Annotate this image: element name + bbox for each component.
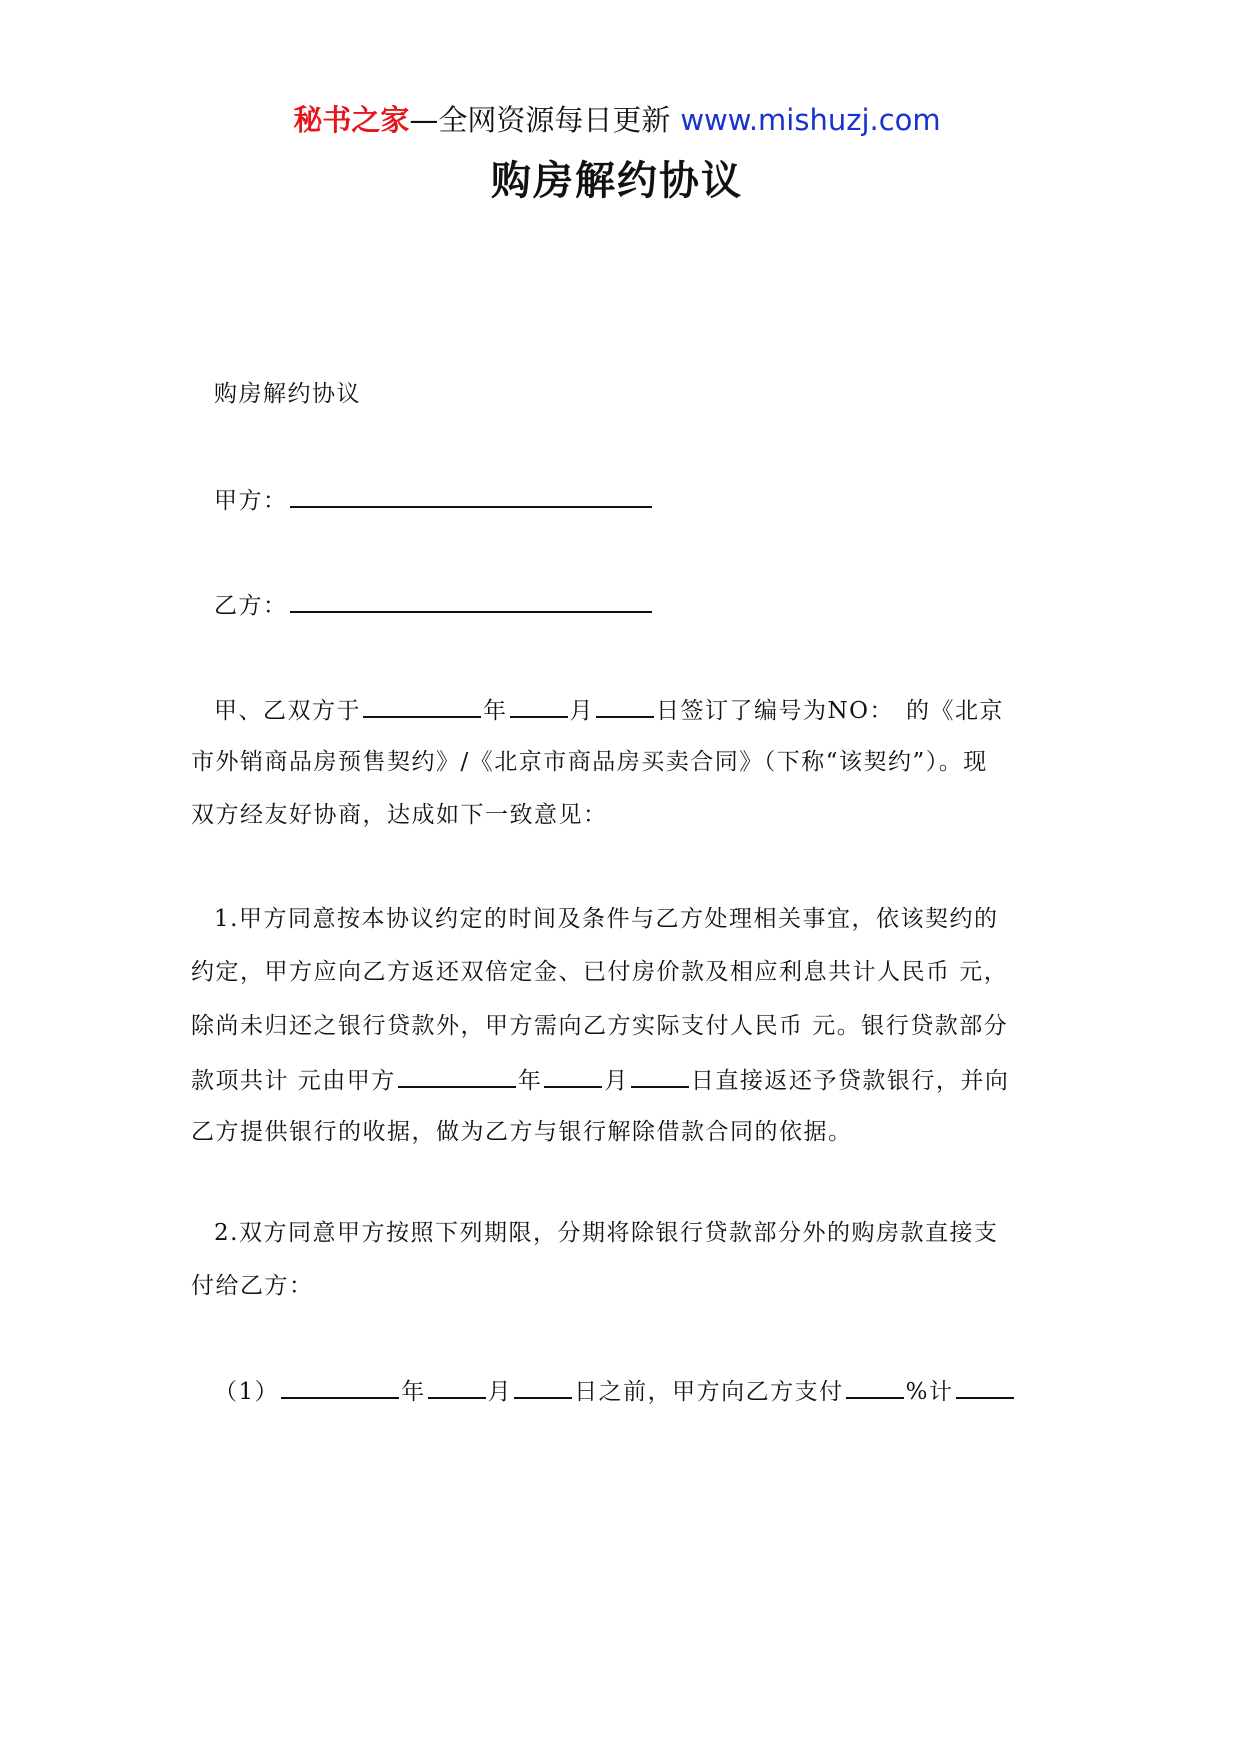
clause1-text-a: 款项共计 元由甲方	[191, 1068, 396, 1094]
document-subtitle: 购房解约协议	[214, 381, 361, 407]
sign-year-blank[interactable]	[363, 694, 481, 718]
item1-text-b: 年	[401, 1379, 426, 1405]
item1-month-blank[interactable]	[428, 1375, 486, 1399]
site-banner	[0, 100, 1234, 140]
item1-text-d: 日之前，甲方向乙方支付	[574, 1379, 844, 1405]
item1-line	[214, 1375, 1016, 1405]
clause1-text-d: 日直接返还予贷款银行，并向	[690, 1068, 1010, 1094]
banner-url-link[interactable]: www.mishuzj.com	[680, 103, 941, 137]
sign-month-blank[interactable]	[510, 694, 568, 718]
intro-line-1	[214, 694, 1004, 724]
clause1-line-2: 约定，甲方应向乙方返还双倍定金、已付房价款及相应利息共计人民币 元，	[191, 959, 1009, 985]
party-a-blank[interactable]	[290, 484, 652, 508]
item1-percent-blank[interactable]	[846, 1375, 904, 1399]
party-b-line	[214, 589, 654, 619]
item1-amount-blank[interactable]	[956, 1375, 1014, 1399]
repay-year-blank[interactable]	[398, 1064, 516, 1088]
party-a-line	[214, 484, 654, 514]
intro-text-e: 的《北京	[905, 698, 1004, 724]
intro-text-b: 年	[483, 698, 508, 724]
intro-text-a: 甲、乙双方于	[214, 698, 361, 724]
clause1-line-5: 乙方提供银行的收据，做为乙方与银行解除借款合同的依据。	[191, 1119, 853, 1145]
clause2-line-1: 2.双方同意甲方按照下列期限，分期将除银行贷款部分外的购房款直接支	[214, 1220, 999, 1246]
party-a-label: 甲方：	[214, 488, 288, 514]
intro-line-3: 双方经友好协商，达成如下一致意见：	[191, 802, 608, 828]
intro-line-2: 市外销商品房预售契约》/《北京市商品房买卖合同》（下称“该契约”）。现	[191, 749, 988, 775]
banner-dash: —	[409, 103, 439, 137]
document-title: 购房解约协议	[491, 158, 743, 204]
clause1-text-b: 年	[517, 1068, 543, 1094]
intro-text-c: 月	[569, 698, 594, 724]
intro-text-d: 日签订了编号为NO：	[656, 698, 894, 724]
clause1-line-3: 除尚未归还之银行贷款外，甲方需向乙方实际支付人民币 元。银行贷款部分	[191, 1013, 1009, 1039]
item1-number: （1）	[214, 1379, 280, 1405]
party-b-label: 乙方：	[214, 593, 288, 619]
clause1-line-4	[191, 1064, 1009, 1094]
repay-day-blank[interactable]	[631, 1064, 689, 1088]
item1-day-blank[interactable]	[514, 1375, 572, 1399]
item1-text-c: 月	[487, 1379, 513, 1405]
party-b-blank[interactable]	[290, 589, 652, 613]
clause2-line-2: 付给乙方：	[191, 1273, 314, 1299]
banner-brand: 秘书之家	[293, 103, 410, 137]
item1-text-e: %计	[905, 1379, 954, 1405]
banner-slogan: 全网资源每日更新	[438, 103, 671, 137]
sign-day-blank[interactable]	[596, 694, 654, 718]
clause1-line-1: 1.甲方同意按本协议约定的时间及条件与乙方处理相关事宜，依该契约的	[214, 906, 999, 932]
clause1-text-c: 月	[604, 1068, 629, 1094]
repay-month-blank[interactable]	[544, 1064, 602, 1088]
item1-year-blank[interactable]	[281, 1375, 399, 1399]
